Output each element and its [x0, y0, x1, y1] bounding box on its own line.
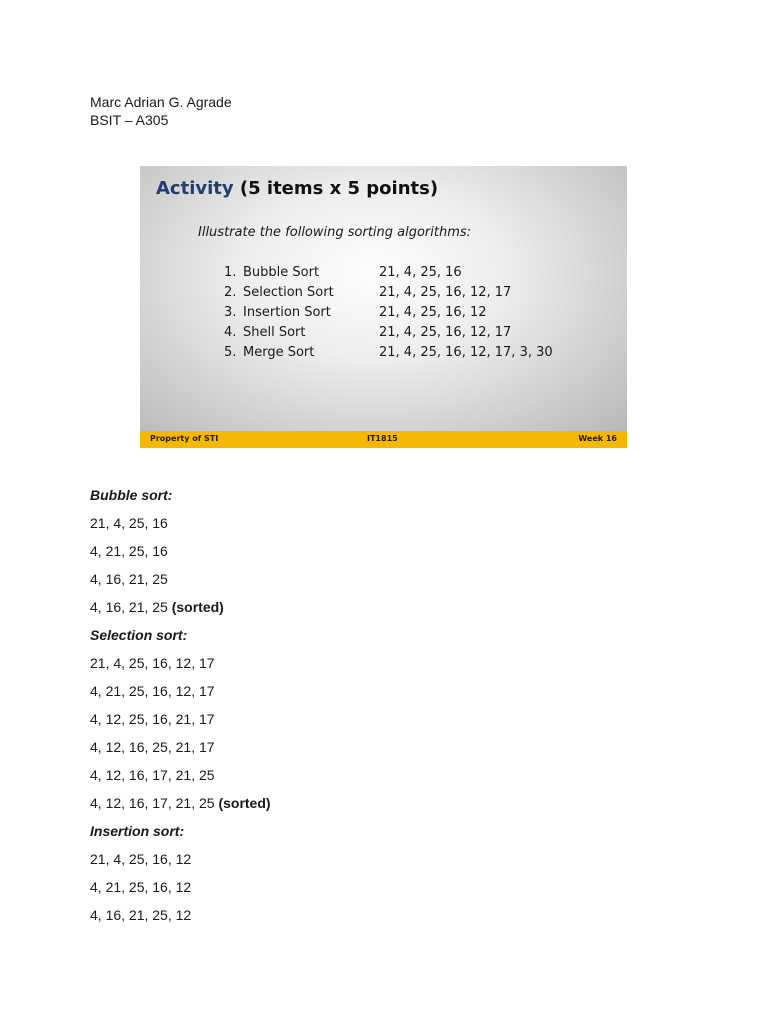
bubble-sort-heading: Bubble sort:	[90, 487, 173, 503]
answer-content	[90, 486, 690, 934]
slide-task-item	[224, 323, 584, 343]
step-note: (sorted)	[171, 599, 224, 615]
step-values: 4, 21, 25, 16, 12	[90, 879, 192, 895]
task-number: 5.	[224, 345, 237, 360]
task-algorithm: Selection Sort	[243, 285, 334, 300]
step-note: (sorted)	[218, 795, 271, 811]
step-values: 4, 16, 21, 25	[90, 571, 168, 587]
slide-task-list	[224, 263, 584, 363]
author-name: Marc Adrian G. Agrade	[90, 94, 232, 110]
task-number: 2.	[224, 285, 237, 300]
step-values: 4, 16, 21, 25	[90, 599, 172, 615]
footer-course-code: IT1815	[367, 434, 398, 443]
step-values: 4, 21, 25, 16, 12, 17	[90, 683, 215, 699]
bubble-sort-step	[90, 570, 690, 598]
task-values: 21, 4, 25, 16, 12, 17, 3, 30	[379, 345, 553, 360]
task-number: 4.	[224, 325, 237, 340]
footer-property: Property of STI	[150, 434, 219, 443]
bubble-sort-step	[90, 598, 690, 626]
insertion-sort-step	[90, 906, 690, 934]
selection-sort-step	[90, 710, 690, 738]
selection-sort-heading: Selection sort:	[90, 627, 188, 643]
task-algorithm: Insertion Sort	[243, 305, 331, 320]
slide-title-main: Activity	[156, 178, 234, 199]
class-section: BSIT – A305	[90, 112, 169, 128]
selection-sort-step	[90, 682, 690, 710]
task-values: 21, 4, 25, 16, 12	[379, 305, 487, 320]
task-values: 21, 4, 25, 16, 12, 17	[379, 285, 512, 300]
bubble-sort-step	[90, 514, 690, 542]
insertion-sort-step	[90, 850, 690, 878]
task-algorithm: Shell Sort	[243, 325, 306, 340]
step-values: 4, 12, 16, 17, 21, 25	[90, 795, 219, 811]
footer-week: Week 16	[578, 434, 617, 443]
slide-title	[156, 178, 438, 199]
slide-title-rest: (5 items x 5 points)	[233, 178, 439, 199]
step-values: 4, 12, 16, 25, 21, 17	[90, 739, 215, 755]
slide-subtitle: Illustrate the following sorting algorithms:	[198, 225, 472, 240]
step-values: 21, 4, 25, 16	[90, 515, 168, 531]
step-values: 4, 16, 21, 25, 12	[90, 907, 192, 923]
step-values: 21, 4, 25, 16, 12, 17	[90, 655, 215, 671]
step-values: 4, 21, 25, 16	[90, 543, 168, 559]
selection-sort-step	[90, 766, 690, 794]
bubble-sort-step	[90, 542, 690, 570]
slide-task-item	[224, 263, 584, 283]
task-values: 21, 4, 25, 16	[379, 265, 462, 280]
task-number: 1.	[224, 265, 237, 280]
task-values: 21, 4, 25, 16, 12, 17	[379, 325, 512, 340]
step-values: 21, 4, 25, 16, 12	[90, 851, 192, 867]
step-values: 4, 12, 25, 16, 21, 17	[90, 711, 215, 727]
step-values: 4, 12, 16, 17, 21, 25	[90, 767, 215, 783]
selection-sort-step	[90, 738, 690, 766]
selection-sort-step	[90, 794, 690, 822]
selection-sort-step	[90, 654, 690, 682]
slide-task-item	[224, 283, 584, 303]
activity-slide-image	[140, 166, 627, 448]
insertion-sort-step	[90, 878, 690, 906]
task-algorithm: Bubble Sort	[243, 265, 320, 280]
task-algorithm: Merge Sort	[243, 345, 315, 360]
slide-task-item	[224, 343, 584, 363]
insertion-sort-heading: Insertion sort:	[90, 823, 185, 839]
slide-task-item	[224, 303, 584, 323]
slide-footer-bar	[140, 431, 627, 448]
task-number: 3.	[224, 305, 237, 320]
